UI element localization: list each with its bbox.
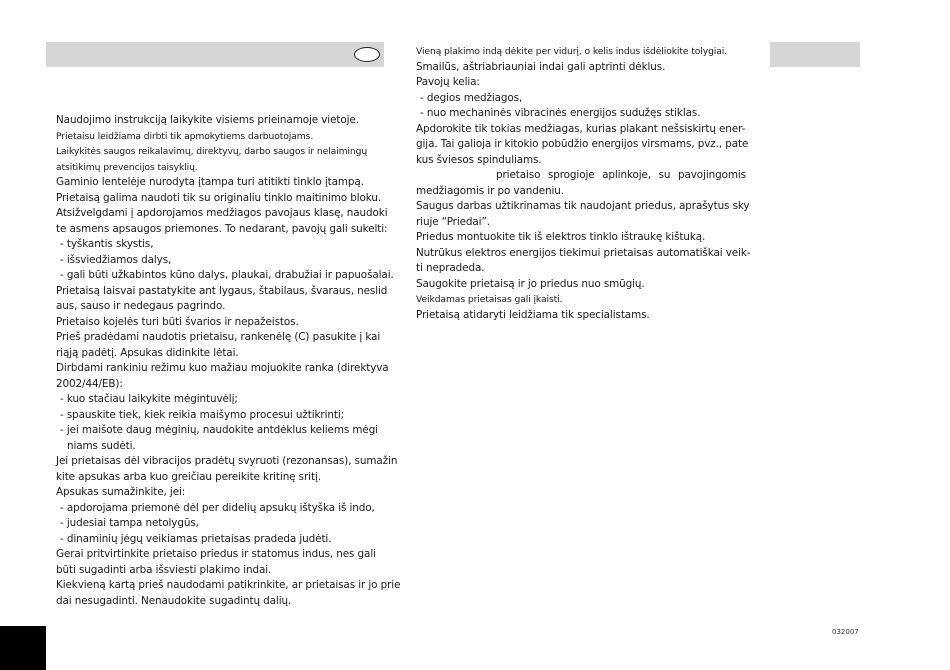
text-line: Gerai pritvirtinkite prietaiso priedus ir statomus indus, nes gali (56, 548, 376, 560)
text-line: ti nepradeda. (416, 262, 485, 274)
text-line: dai nesugadinti. Nenaudokite sugadintų dalių. (56, 594, 292, 607)
text-line: - spauskite tiek, kiek reikia maišymo procesui užtikrinti; (60, 408, 345, 421)
text-line: - judesiai tampa netolygūs, (60, 517, 199, 529)
text-line: - išsviedžiamos dalys, (60, 253, 172, 266)
text-line: Jei prietaisas dėl vibracijos pradėtų svyruoti (rezonansas), sumažin (56, 455, 398, 467)
text-line: Smailūs, aštriabriauniai indai gali aptrinti dėklus. (416, 60, 666, 73)
text-line: 2002/44/EB): (56, 377, 123, 390)
text-line: gija. Tai galioja ir kitokio pobūdžio energijos virsmams, pvz., pate (416, 138, 749, 150)
text-line: - tyškantis skystis, (60, 238, 154, 250)
text-line: Prietaisą laisvai pastatykite ant lygaus, štabilaus, švaraus, neslid (56, 284, 388, 297)
text-line: - jei maišote daug mėginių, naudokite antdėklus keliems mėgi (60, 424, 378, 436)
text-line: - kuo stačiau laikykite mėgintuvėlį; (60, 393, 238, 405)
text-line: kite apsukas arba kuo greičiau pereikite kritinę sritį. (56, 470, 321, 483)
right-header-bar (770, 42, 860, 67)
text-line: Veikdamas prietaisas gali įkaisti. (416, 294, 563, 305)
document-code: 032007 (832, 628, 859, 636)
text-line: - dinaminių jėgų veikiamas prietaisas pradeda judėti. (60, 532, 332, 545)
section-header-bar (46, 42, 384, 67)
text-line: būti sugadinti arba išsviesti plakimo indai. (56, 563, 272, 576)
text-line: Prietaiso kojelės turi būti švarios ir nepažeistos. (56, 315, 299, 328)
text-line: aus, sauso ir nedegaus pagrindo. (56, 300, 226, 312)
left-text-column (56, 113, 401, 609)
text-line: Kiekvieną kartą prieš naudodami patikrinkite, ar prietaisas ir jo prie (56, 579, 401, 591)
text-line: kus šviesos spinduliams. (416, 153, 542, 166)
text-line: - degios medžiagos, (420, 91, 523, 104)
text-line: Dirbdami rankiniu režimu kuo mažiau mojuokite ranka (direktyva (56, 362, 389, 374)
middle-text-column (416, 44, 751, 323)
text-line: niams sudėti. (67, 439, 136, 452)
text-line: - gali būti užkabintos kūno dalys, plaukai, drabužiai ir papuošalai. (60, 269, 394, 281)
text-line: Apsukas sumažinkite, jei: (56, 486, 186, 498)
text-line: riąją padėtį. Apsukas didinkite lėtai. (56, 346, 239, 359)
text-line: Laikykitės saugos reikalavimų, direktyvų, darbo saugos ir nelaimingų (56, 146, 368, 157)
text-line: Prietaisu leidžiama dirbti tik apmokytiems darbuotojams. (56, 130, 314, 142)
page-corner-tab (0, 626, 46, 670)
text-line: Priedus montuokite tik iš elektros tinklo ištraukę kištuką. (416, 231, 706, 243)
page-number-oval (354, 47, 380, 62)
text-line: atsitikimų prevencijos taisyklių. (56, 161, 198, 173)
text-line: Prietaisą galima naudoti tik su originaliu tinklo maitinimo bloku. (56, 191, 382, 204)
text-line: Prietaisą atidaryti leidžiama tik specialistams. (416, 308, 650, 321)
text-line: Pavojų kelia: (416, 76, 480, 88)
text-line: prietaiso sprogioje aplinkoje, su pavojingomis (496, 169, 746, 181)
text-line: Atsižvelgdami į apdorojamos medžiagos pavojaus klasę, naudoki (56, 207, 388, 219)
text-line: Nutrūkus elektros energijos tiekimui prietaisas automatiškai veik- (416, 246, 751, 259)
text-line: medžiagomis ir po vandeniu. (416, 184, 564, 197)
text-line: Vieną plakimo indą dėkite per vidurį, o kelis indus išdėliokite tolygiai. (416, 46, 728, 57)
text-line: Saugokite prietaisą ir jo priedus nuo smūgių. (416, 277, 645, 290)
text-line: - nuo mechaninės vibracinės energijos sudužęs stiklas. (420, 107, 701, 119)
text-line: - apdorojama priemonė dėl per didelių apsukų ištyška iš indo, (60, 501, 375, 514)
text-line: Prieš pradėdami naudotis prietaisu, rankenėlę (C) pasukite į kai (56, 331, 381, 343)
text-line: Apdorokite tik tokias medžiagas, kurias plakant nešsiskirtų ener- (416, 122, 746, 135)
text-line: riuje “Priedai”. (416, 215, 490, 228)
text-line: Saugus darbas užtikrinamas tik naudojant priedus, aprašytus sky (416, 200, 750, 212)
text-line: te asmens apsaugos priemones. To nedarant, pavojų gali sukelti: (56, 222, 388, 235)
text-line: Gaminio lentelėje nurodyta įtampa turi atitikti tinklo įtampą. (56, 176, 364, 188)
text-line: Naudojimo instrukciją laikykite visiems prieinamoje vietoje. (56, 114, 359, 126)
